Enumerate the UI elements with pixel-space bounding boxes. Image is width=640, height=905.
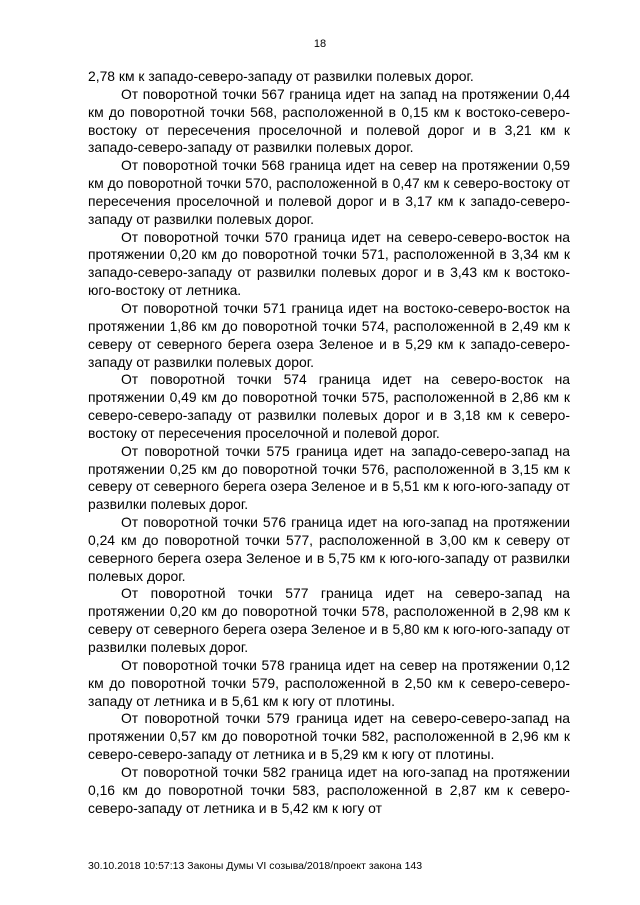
paragraph: От поворотной точки 576 граница идет на юго-запад на протяжении 0,24 км до поворотной точки 577, расположенной в 3,00 км к северу от северного берега озера Зеленое и в 5,75 км к юго-юго-западу от развилки полевых дорог. [88, 514, 570, 584]
paragraph: От поворотной точки 579 граница идет на северо-северо-запад на протяжении 0,57 км до поворотной точки 582, расположенной в 2,96 км к северо-северо-западу от летника и в 5,29 км к югу от плотины. [88, 710, 570, 763]
document-footer: 30.10.2018 10:57:13 Законы Думы VI созыва/2018/проект закона 143 [88, 860, 423, 872]
paragraph: От поворотной точки 582 граница идет на юго-запад на протяжении 0,16 км до поворотной точки 583, расположенной в 2,87 км к северо-северо-западу от летника и в 5,42 км к югу от [88, 763, 570, 816]
paragraph: От поворотной точки 568 граница идет на север на протяжении 0,59 км до поворотной точки 570, расположенной в 0,47 км к северо-востоку от пересечения проселочной и полевой дорог и в 3,17 км к западо-северо-западу от развилки полевых дорог. [88, 157, 570, 227]
paragraph: От поворотной точки 577 граница идет на северо-запад на протяжении 0,20 км до поворотной точки 578, расположенной в 2,98 км к северу от северного берега озера Зеленое и в 5,80 км к юго-юго-западу от развилки полевых дорог. [88, 585, 570, 655]
paragraph: От поворотной точки 567 граница идет на запад на протяжении 0,44 км до поворотной точки 568, расположенной в 0,15 км к востоко-северо-востоку от пересечения проселочной и полевой дорог и в 3,21 км к западо-северо-западу от развилки полевых дорог. [88, 85, 570, 156]
paragraph: От поворотной точки 571 граница идет на востоко-северо-восток на протяжении 1,86 км до поворотной точки 574, расположенной в 2,49 км к северу от северного берега озера Зеленое и в 5,29 км к западо-северо-западу от развилки полевых дорог. [88, 299, 570, 370]
paragraph: От поворотной точки 574 граница идет на северо-восток на протяжении 0,49 км до поворотной точки 575, расположенной в 2,86 км к северо-северо-западу от развилки полевых дорог и в 3,18 км к северо-востоку от пересечения проселочной и полевой дорог. [88, 371, 570, 441]
paragraph: От поворотной точки 578 граница идет на север на протяжении 0,12 км до поворотной точки 579, расположенной в 2,50 км к северо-северо-западу от летника и в 5,61 км к югу от плотины. [88, 656, 570, 709]
paragraph: 2,78 км к западо-северо-западу от развилки полевых дорог. [88, 68, 474, 84]
paragraph: От поворотной точки 575 граница идет на западо-северо-запад на протяжении 0,25 км до поворотной точки 576, расположенной в 3,15 км к северу от северного берега озера Зеленое и в 5,51 км к юго-юго-западу от развилки полевых дорог. [88, 442, 570, 513]
page-number: 18 [313, 38, 327, 50]
document-body [88, 68, 570, 817]
paragraph: От поворотной точки 570 граница идет на северо-северо-восток на протяжении 0,20 км до поворотной точки 571, расположенной в 3,34 км к западо-северо-западу от развилки полевых дорог и в 3,43 км к востоко-юго-востоку от летника. [88, 228, 570, 299]
